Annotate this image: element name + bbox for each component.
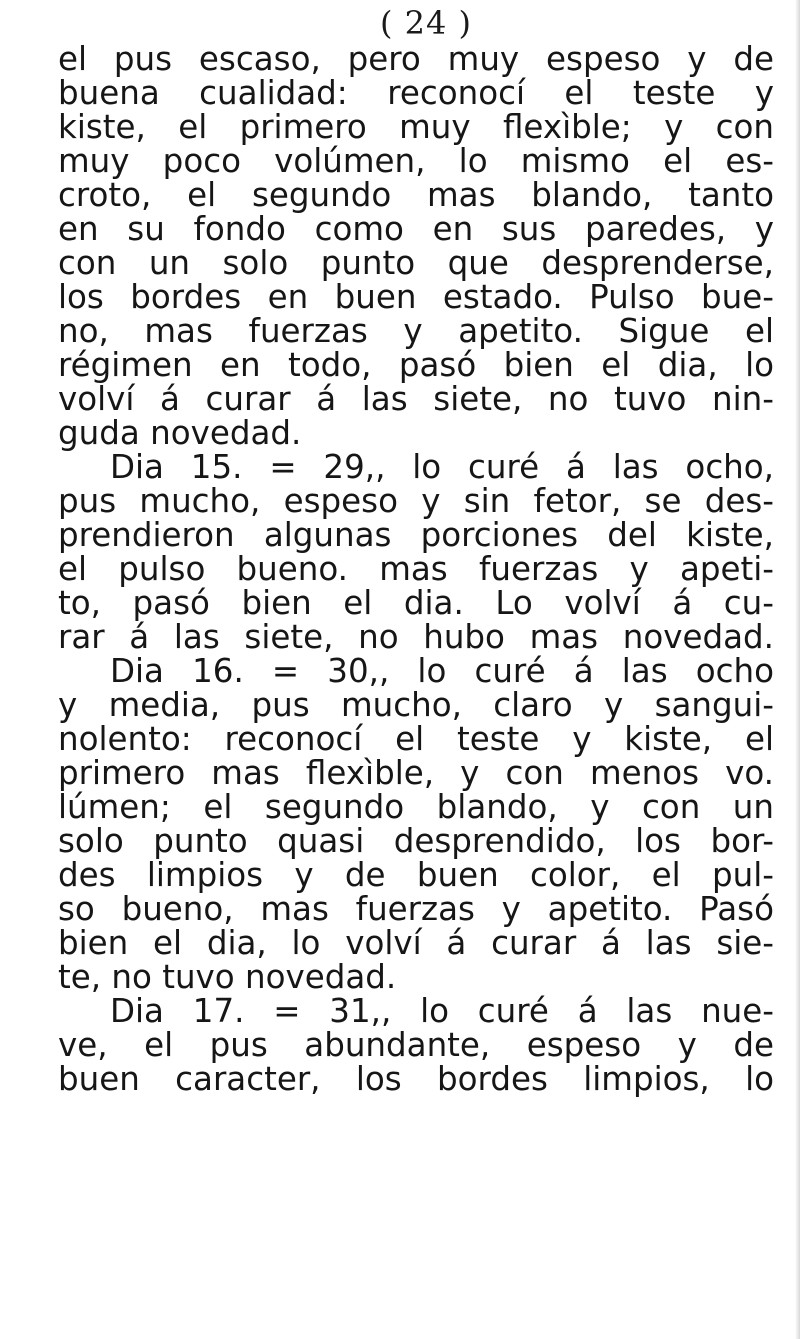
text-line: con un solo punto que desprenderse, [58, 244, 774, 282]
text-line: buena cualidad: reconocí el teste y [58, 74, 774, 112]
text-line: te, no tuvo novedad. [58, 958, 397, 996]
text-line: to, pasó bien el dia. Lo volví á cu- [58, 584, 774, 622]
page-number: ( 24 ) [380, 4, 473, 42]
text-line: Dia 15. = 29,, lo curé á las ocho, [110, 448, 774, 486]
text-line: los bordes en buen estado. Pulso bue- [58, 278, 774, 316]
text-line: no, mas fuerzas y apetito. Sigue el [58, 312, 774, 350]
text-line: y media, pus mucho, claro y sangui- [58, 686, 774, 724]
text-line: muy poco volúmen, lo mismo el es- [58, 142, 774, 180]
text-line: des limpios y de buen color, el pul- [58, 856, 774, 894]
text-line: ve, el pus abundante, espeso y de [58, 1026, 774, 1064]
body-text [58, 42, 774, 1096]
page-edge-shadow [795, 0, 800, 1339]
text-line: Dia 16. = 30,, lo curé á las ocho [110, 652, 774, 690]
text-line: pus mucho, espeso y sin fetor, se des- [58, 482, 774, 520]
text-line: kiste, el primero muy flexìble; y con [58, 108, 774, 146]
text-line: primero mas flexìble, y con menos vo. [58, 754, 774, 792]
text-line: bien el dia, lo volví á curar á las sie- [58, 924, 774, 962]
text-line: lúmen; el segundo blando, y con un [58, 788, 774, 826]
text-line: Dia 17. = 31,, lo curé á las nue- [110, 992, 774, 1030]
text-line: nolento: reconocí el teste y kiste, el [58, 720, 774, 758]
text-line: guda novedad. [58, 414, 302, 452]
text-line: rar á las siete, no hubo mas novedad. [58, 618, 774, 656]
text-line: régimen en todo, pasó bien el dia, lo [58, 346, 774, 384]
text-line: volví á curar á las siete, no tuvo nin- [58, 380, 774, 418]
text-line: en su fondo como en sus paredes, y [58, 210, 774, 248]
text-line: solo punto quasi desprendido, los bor- [58, 822, 774, 860]
text-line: croto, el segundo mas blando, tanto [58, 176, 774, 214]
text-line: buen caracter, los bordes limpios, lo [58, 1060, 774, 1098]
text-line: el pulso bueno. mas fuerzas y apeti- [58, 550, 774, 588]
text-line: so bueno, mas fuerzas y apetito. Pasó [58, 890, 774, 928]
text-line: el pus escaso, pero muy espeso y de [58, 40, 774, 78]
text-line: prendieron algunas porciones del kiste, [58, 516, 774, 554]
